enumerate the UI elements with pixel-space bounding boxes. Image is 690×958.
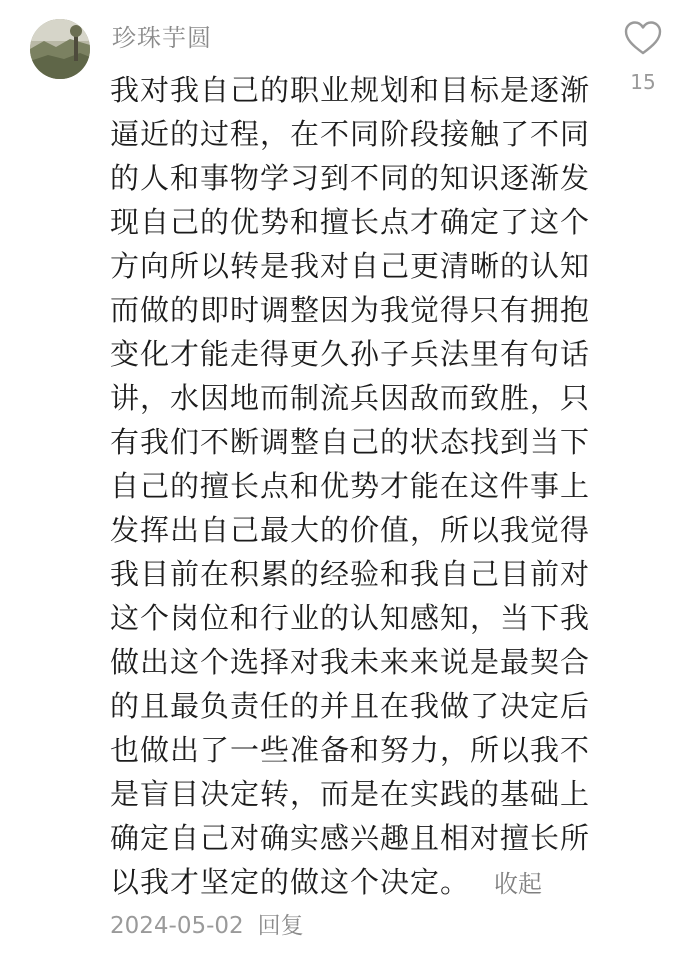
comment-line: 变化才能走得更久孙子兵法里有句话 — [110, 337, 591, 371]
comment-line: 的且最负责任的并且在我做了决定后 — [110, 689, 591, 723]
comment-line: 我目前在积累的经验和我自己目前对 — [110, 557, 591, 591]
comment-line: 确定自己对确实感兴趣且相对擅长所 — [110, 821, 591, 855]
comment-line: 有我们不断调整自己的状态找到当下 — [110, 425, 591, 459]
comment-line: 这个岗位和行业的认知感知，当下我 — [110, 601, 591, 635]
comment-line: 也做出了一些准备和努力，所以我不 — [110, 733, 591, 767]
username[interactable]: 珍珠芋圆 — [112, 24, 212, 52]
comment-body — [110, 68, 590, 904]
like-button[interactable] — [618, 20, 668, 94]
avatar-image — [30, 19, 90, 79]
reply-button[interactable]: 回复 — [257, 913, 304, 939]
comment-line: 自己的擅长点和优势才能在这件事上 — [110, 469, 591, 503]
comment-line: 我对我自己的职业规划和目标是逐渐 — [110, 73, 591, 107]
collapse-button[interactable]: 收起 — [494, 870, 543, 898]
comment-meta — [110, 910, 304, 942]
comment-line: 的人和事物学习到不同的知识逐渐发 — [110, 161, 591, 195]
comment-line: 发挥出自己最大的价值，所以我觉得 — [110, 513, 591, 547]
comment-line-text: 以我才坚定的做这个决定。 — [110, 865, 471, 899]
heart-outline-icon — [624, 20, 662, 56]
comment-line: 而做的即时调整因为我觉得只有拥抱 — [110, 293, 591, 327]
comment-line: 现自己的优势和擅长点才确定了这个 — [110, 205, 591, 239]
comment-line: 做出这个选择对我未来来说是最契合 — [110, 645, 591, 679]
comment-line: 逼近的过程，在不同阶段接触了不同 — [110, 117, 591, 151]
comment-date: 2024-05-02 — [110, 913, 244, 939]
comment-line: 是盲目决定转，而是在实践的基础上 — [110, 777, 591, 811]
comment-line: 讲，水因地而制流兵因敌而致胜，只 — [110, 381, 591, 415]
like-count: 15 — [630, 70, 656, 94]
comment-line: 方向所以转是我对自己更清晰的认知 — [110, 249, 591, 283]
avatar[interactable] — [30, 19, 90, 79]
comment-last-line — [110, 860, 590, 904]
